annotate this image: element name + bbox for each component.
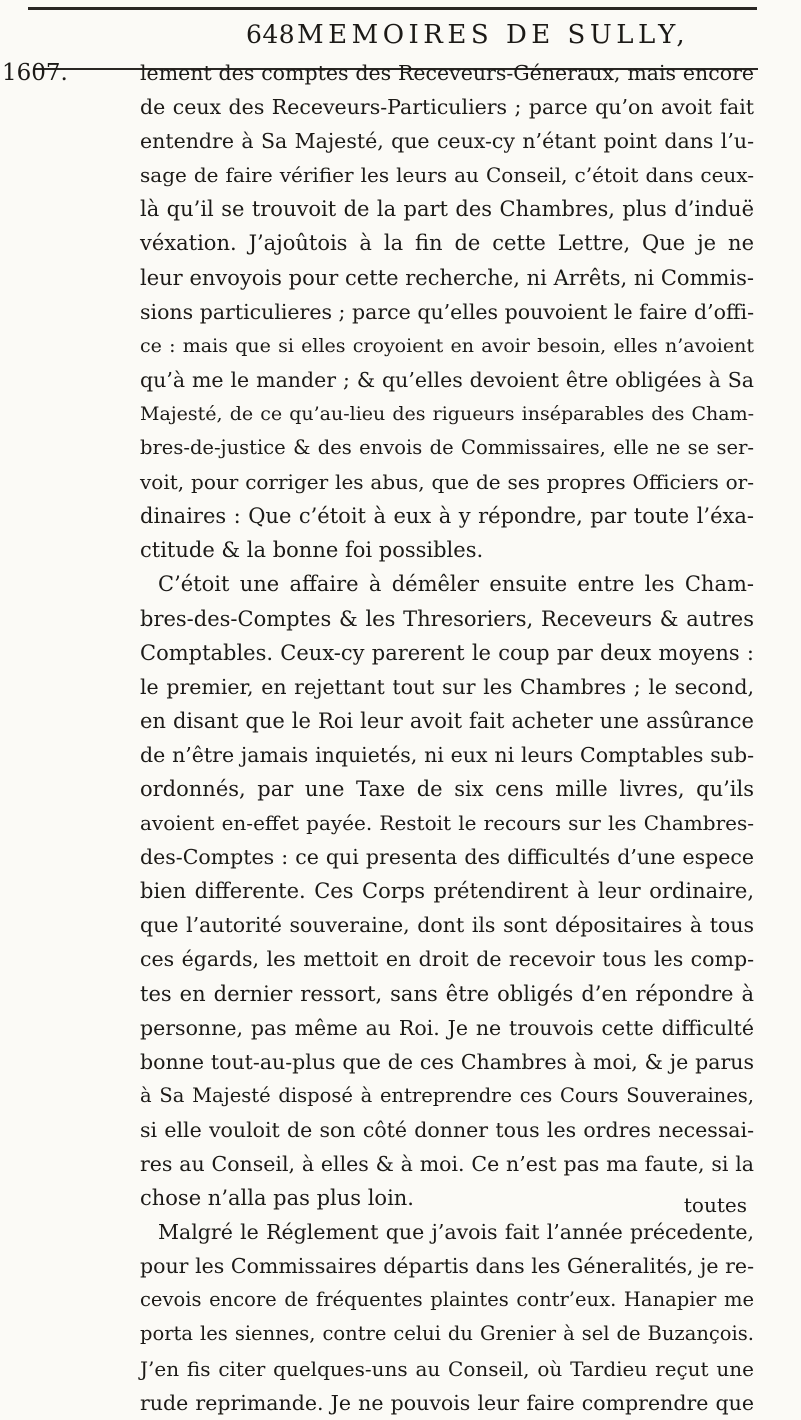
text-line: lement des comptes des Receveurs-Géneraux, mais encore [140,61,754,85]
text-line: Majesté, de ce qu’au-lieu des rigueurs inséparables des Cham- [140,402,754,425]
text-line: ctitude & la bonne foi possibles. [140,538,484,563]
text-line: bres-des-Comptes & les Thresoriers, Receveurs & autres [140,606,754,631]
text-line: de ceux des Receveurs-Particuliers ; parce qu’on avoit fait [140,95,754,120]
text-line: personne, pas même au Roi. Je ne trouvois cette difficulté [140,1015,754,1040]
catchword: toutes [683,1193,747,1217]
text-line: entendre à Sa Majesté, que ceux-cy n’étant point dans l’u- [140,129,754,154]
text-line: bonne tout-au-plus que de ces Chambres à moi, & je parus [140,1049,754,1074]
margin-year: 1607. [2,60,68,86]
text-line: dinaires : Que c’étoit à eux à y répondre, par toute l’éxa- [140,504,754,529]
text-line: que l’autorité souveraine, dont ils sont dépositaires à tous [140,913,754,938]
text-line: porta les siennes, contre celui du Grenier à sel de Buzançois. [140,1322,754,1346]
text-line: sage de faire vérifier les leurs au Conseil, c’étoit dans ceux- [140,163,754,188]
text-line: de n’être jamais inquietés, ni eux ni leurs Comptables sub- [140,742,754,767]
text-line: J’en fis citer quelques-uns au Conseil, où Tardieu reçut une [140,1356,754,1381]
text-line: bres-de-justice & des envois de Commissaires, elle ne se ser- [140,436,754,460]
text-line: leur envoyois pour cette recherche, ni Arrêts, ni Commis- [140,265,754,290]
text-line: avoient en-effet payée. Restoit le recours sur les Chambres- [140,811,754,836]
text-line: ces égards, les mettoit en droit de recevoir tous les comp- [140,947,754,972]
text-line: Comptables. Ceux-cy parerent le coup par deux moyens : [140,640,754,665]
page-number: 648 [246,20,296,49]
text-line: tes en dernier ressort, sans être obligés d’en répondre à [140,981,754,1006]
text-line: cevois encore de fréquentes plaintes contr’eux. Hanapier me [140,1288,754,1312]
text-line: le premier, en rejettant tout sur les Chambres ; le second, [140,674,754,699]
body-text [140,56,754,1420]
text-line: voit, pour corriger les abus, que de ses propres Officiers or- [140,470,754,495]
text-line: là qu’il se trouvoit de la part des Chambres, plus d’induë [140,197,754,222]
text-line: chose n’alla pas plus loin. [140,1186,414,1211]
top-rule [28,7,757,10]
text-line: pour les Commissaires départis dans les Géneralités, je re- [140,1254,754,1279]
text-line: sions particulieres ; parce qu’elles pouvoient le faire d’offi- [140,299,754,324]
page-header [0,20,801,60]
running-title: MEMOIRES DE SULLY, [297,20,690,50]
text-line: véxation. J’ajoûtois à la fin de cette Lettre, Que je ne [140,231,754,256]
text-line: qu’à me le mander ; & qu’elles devoient être obligées à Sa [140,367,754,392]
text-line: si elle vouloit de son côté donner tous les ordres necessai- [140,1117,754,1142]
text-line: ordonnés, par une Taxe de six cens mille livres, qu’ils [140,776,754,801]
text-line: Malgré le Réglement que j’avois fait l’année précedente, [158,1220,754,1245]
text-line: à Sa Majesté disposé à entreprendre ces Cours Souveraines, [140,1083,754,1107]
text-line: ce : mais que si elles croyoient en avoir besoin, elles n’avoient [140,334,754,357]
text-line: C’étoit une affaire à démêler ensuite entre les Cham- [158,572,754,597]
text-line: des-Comptes : ce qui presenta des difficultés d’une espece [140,845,754,870]
text-line: bien differente. Ces Corps prétendirent à leur ordinaire, [140,879,754,904]
text-line: res au Conseil, à elles & à moi. Ce n’est pas ma faute, si la [140,1152,754,1176]
text-line: en disant que le Roi leur avoit fait acheter une assûrance [140,708,754,733]
text-line: rude reprimande. Je ne pouvois leur faire comprendre que [140,1390,754,1415]
